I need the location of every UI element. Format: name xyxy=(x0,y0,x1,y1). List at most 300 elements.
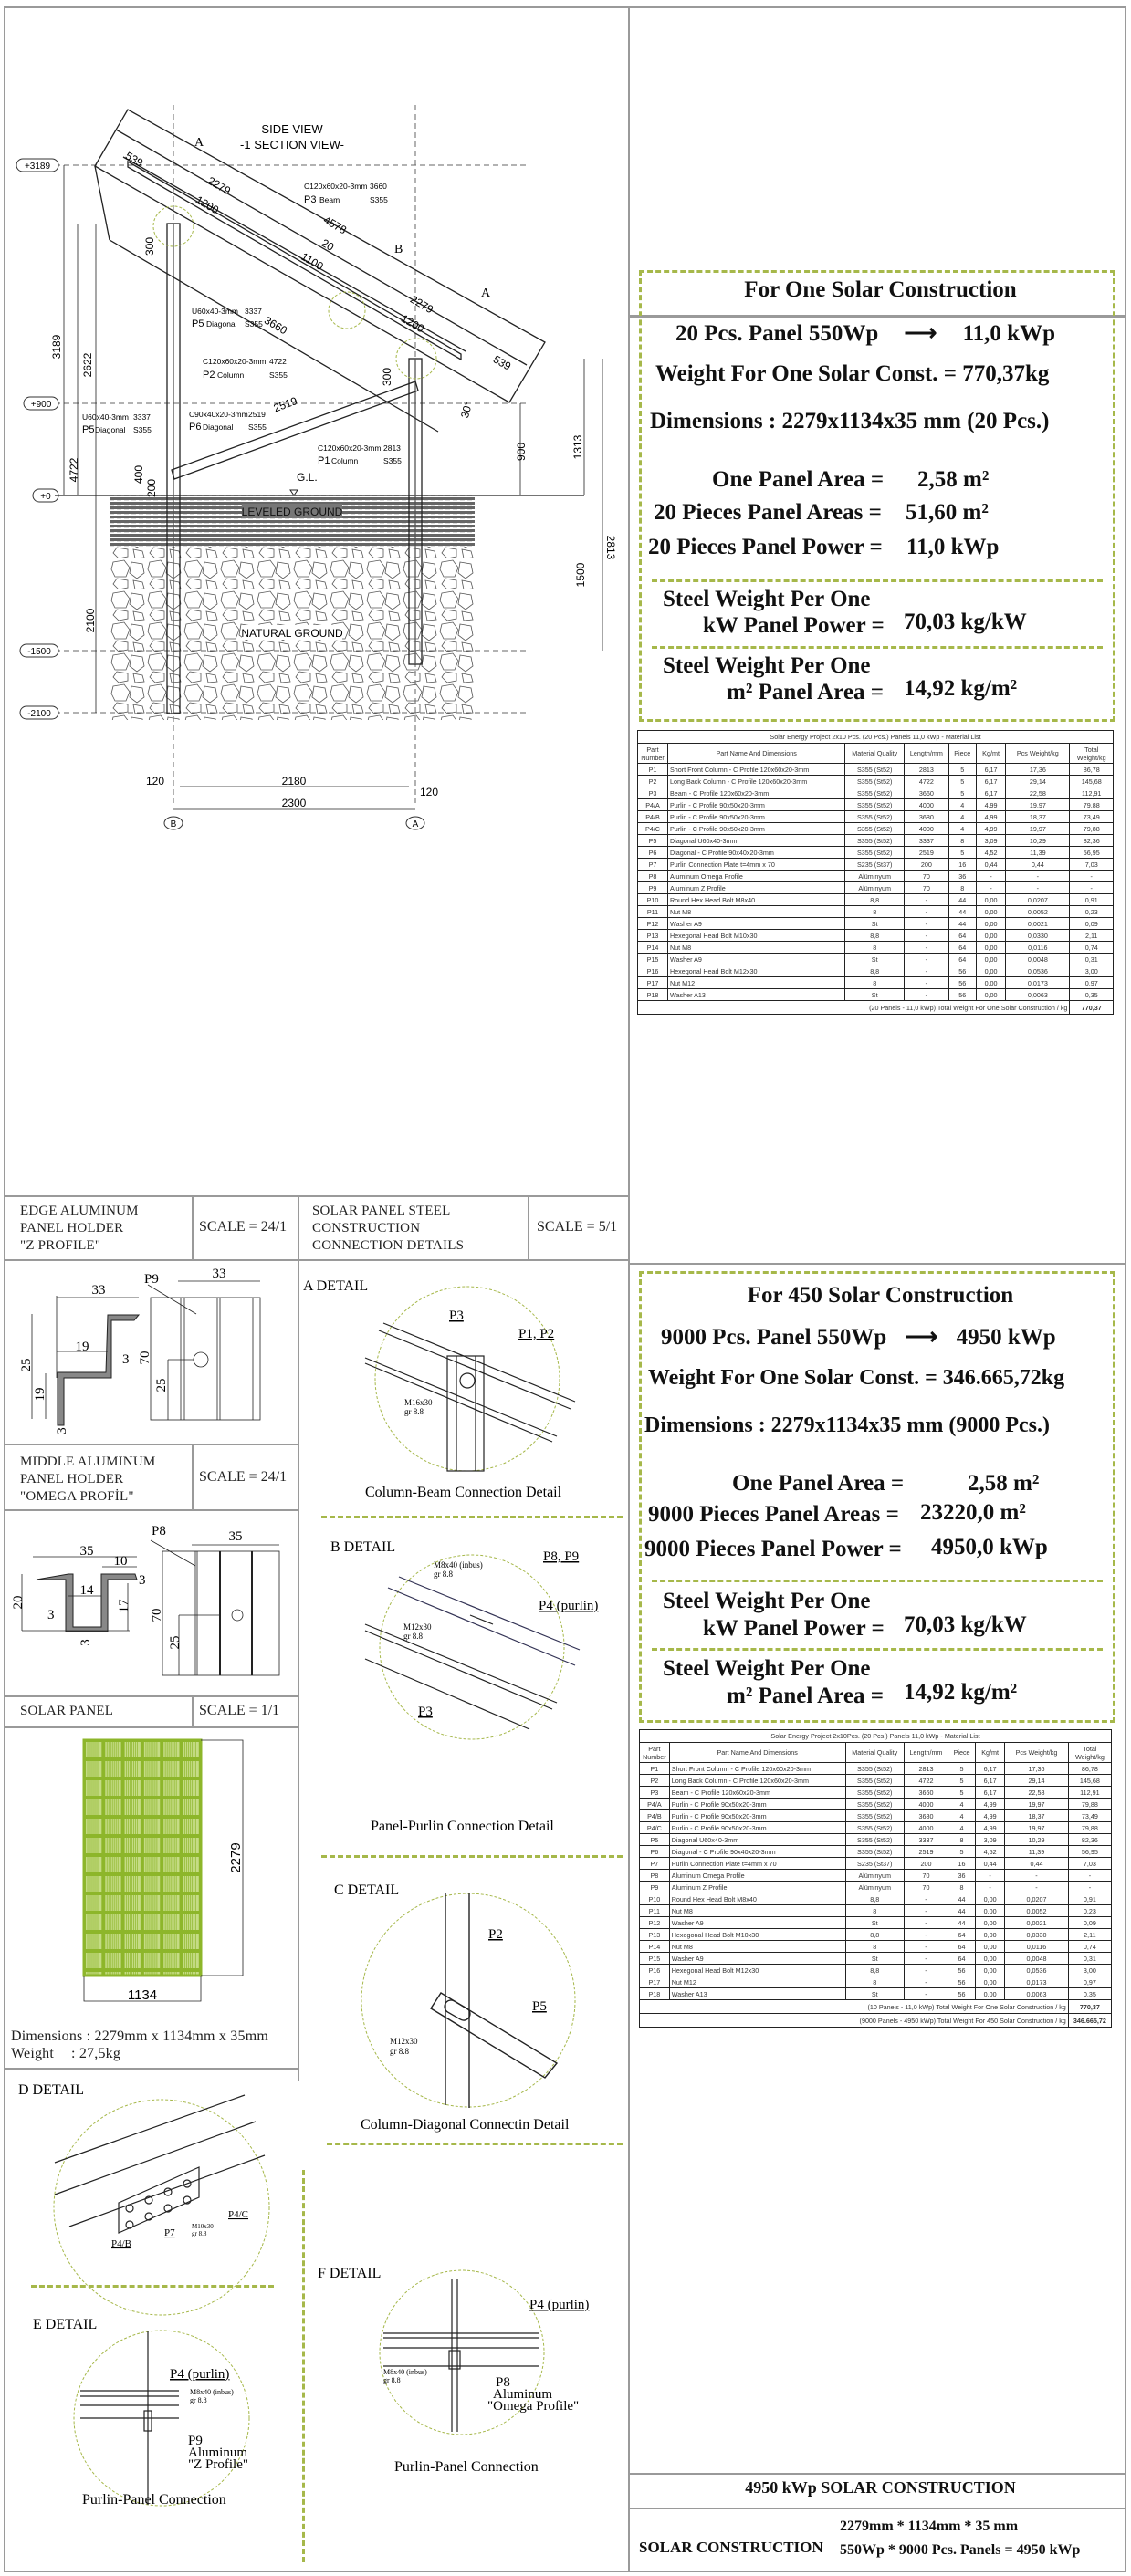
a-detail-label: A DETAIL xyxy=(303,1278,369,1294)
table-cell: S355 (St52) xyxy=(845,1822,904,1834)
title-block-main: 4950 kWp SOLAR CONSTRUCTION xyxy=(745,2478,1016,2497)
table-cell: 29,14 xyxy=(1006,776,1070,787)
table-cell: S355 (St52) xyxy=(845,799,905,811)
svg-text:M8x40 (inbus): M8x40 (inbus) xyxy=(383,2368,427,2376)
svg-text:1500: 1500 xyxy=(574,562,587,588)
svg-text:P8: P8 xyxy=(152,1524,166,1538)
table-cell: 4,52 xyxy=(976,1846,1005,1858)
table-row xyxy=(638,977,1114,989)
table-row xyxy=(640,1988,1112,2000)
table-cell: Hexegonal Head Bolt M12x30 xyxy=(669,1965,845,1976)
svg-text:35: 35 xyxy=(228,1529,243,1544)
solar-panel-title: SOLAR PANEL xyxy=(20,1704,114,1718)
table-cell: 0,00 xyxy=(976,906,1005,918)
elevation-label: -1500 xyxy=(27,647,51,657)
table-cell: Alüminyum xyxy=(845,1882,904,1893)
table-cell: 0,31 xyxy=(1070,954,1114,965)
table-cell: Washer A9 xyxy=(669,1953,845,1965)
table-cell: - xyxy=(904,1905,948,1917)
one-weight-line: Weight For One Solar Const. = 770,37kg xyxy=(655,361,1050,386)
svg-text:P1: P1 xyxy=(318,455,330,466)
table-cell: P4/A xyxy=(638,799,668,811)
table-cell: 0,00 xyxy=(976,1976,1005,1988)
svg-text:P4 (purlin): P4 (purlin) xyxy=(529,2298,590,2312)
svg-text:P4/C: P4/C xyxy=(228,2209,249,2220)
table-cell: S355 (St52) xyxy=(845,1834,904,1846)
table-cell: 16 xyxy=(948,1858,976,1870)
table-cell: Washer A9 xyxy=(669,1917,845,1929)
table-cell: 4000 xyxy=(905,799,949,811)
table-cell: 2813 xyxy=(905,764,949,776)
grid-axis-label: B xyxy=(170,819,177,829)
svg-text:30°: 30° xyxy=(458,400,476,420)
table-cell: S355 (St52) xyxy=(845,1787,904,1799)
table-cell: 0,0330 xyxy=(1006,930,1070,942)
table-cell: 0,00 xyxy=(976,1917,1005,1929)
f-detail-label: F DETAIL xyxy=(318,2266,382,2281)
table-cell: 3,09 xyxy=(976,1834,1005,1846)
f-detail-caption: Purlin-Panel Connection xyxy=(394,2459,539,2475)
table-cell: 8,8 xyxy=(845,1929,904,1941)
table-cell: 0,0116 xyxy=(1005,1941,1069,1953)
table-cell: 0,0052 xyxy=(1005,1905,1069,1917)
svg-text:300: 300 xyxy=(143,236,156,256)
table-cell: 200 xyxy=(904,1858,948,1870)
table-cell: 16 xyxy=(948,859,976,871)
table-cell: 8 xyxy=(948,882,976,894)
table-cell: St xyxy=(845,918,905,930)
table-cell: 22,58 xyxy=(1006,787,1070,799)
svg-text:120: 120 xyxy=(145,775,165,787)
svg-text:"Omega Profile": "Omega Profile" xyxy=(487,2399,580,2414)
table-cell: 8 xyxy=(948,1882,976,1893)
table-cell: 5 xyxy=(948,1846,976,1858)
table-row xyxy=(638,835,1114,847)
table-cell: 6,17 xyxy=(976,1787,1005,1799)
svg-text:2813: 2813 xyxy=(383,443,401,453)
table-cell: S355 (St52) xyxy=(845,1763,904,1775)
table-cell: Washer A13 xyxy=(667,989,844,1001)
table-cell: P4/A xyxy=(640,1799,670,1810)
table-cell: 6,17 xyxy=(976,1763,1005,1775)
one-heading: For One Solar Construction xyxy=(744,277,1017,302)
divider xyxy=(628,1263,1126,1265)
table-row xyxy=(640,1893,1112,1905)
table-cell: 44 xyxy=(948,894,976,906)
table-cell: 0,0536 xyxy=(1005,1965,1069,1976)
table-cell: S355 (St52) xyxy=(845,847,905,859)
table-cell: 4 xyxy=(948,1822,976,1834)
table-cell: P7 xyxy=(640,1858,670,1870)
svg-text:4722: 4722 xyxy=(269,357,287,366)
table-cell: 0,00 xyxy=(976,977,1005,989)
svg-text:3: 3 xyxy=(79,1639,93,1646)
svg-text:120: 120 xyxy=(419,786,439,798)
table-cell: - xyxy=(905,930,949,942)
svg-text:Beam: Beam xyxy=(319,195,340,204)
table-cell: P9 xyxy=(638,882,668,894)
table-cell: Purlin Connection Plate t=4mm x 70 xyxy=(669,1858,845,1870)
table-cell: 0,0207 xyxy=(1005,1893,1069,1905)
table-cell: 44 xyxy=(948,906,976,918)
svg-text:1313: 1313 xyxy=(571,434,584,460)
svg-text:2180: 2180 xyxy=(281,775,307,787)
svg-text:1200: 1200 xyxy=(398,311,427,336)
table-cell: 0,09 xyxy=(1070,918,1114,930)
section-mark: B xyxy=(394,243,403,256)
table-cell: Alüminyum xyxy=(845,882,905,894)
d-detail-label: D DETAIL xyxy=(18,2082,85,2098)
table-cell: Aluminum Z Profile xyxy=(667,882,844,894)
table-row xyxy=(638,799,1114,811)
table-cell: Aluminum Omega Profile xyxy=(667,871,844,882)
elevation-label: +3189 xyxy=(24,162,51,172)
table-cell: P15 xyxy=(640,1953,670,1965)
table-cell: Washer A13 xyxy=(669,1988,845,2000)
table-cell: Purlin - C Profile 90x50x20-3mm xyxy=(667,811,844,823)
steel-m2-value: 14,92 kg/m² xyxy=(904,676,1018,701)
table-row xyxy=(638,823,1114,835)
table-cell: P3 xyxy=(640,1787,670,1799)
table-cell: 4722 xyxy=(904,1775,948,1787)
table-cell: Beam - C Profile 120x60x20-3mm xyxy=(667,787,844,799)
svg-text:3337: 3337 xyxy=(133,412,151,422)
table-cell: - xyxy=(1068,1882,1111,1893)
table-cell: 8,8 xyxy=(845,965,905,977)
table-cell: S355 (St52) xyxy=(845,811,905,823)
one-panel-area-label: One Panel Area = xyxy=(732,1471,905,1496)
arrow-icon: ⟶ xyxy=(905,1325,938,1350)
svg-text:gr 8.8: gr 8.8 xyxy=(404,1407,424,1416)
table-cell: 8,8 xyxy=(845,1965,904,1976)
table-cell: 0,0330 xyxy=(1005,1929,1069,1941)
table-cell: 2813 xyxy=(904,1763,948,1775)
table-cell: P10 xyxy=(638,894,668,906)
table-cell: 0,00 xyxy=(976,1941,1005,1953)
table-cell: P2 xyxy=(638,776,668,787)
table-row xyxy=(638,918,1114,930)
table-cell: 56 xyxy=(948,965,976,977)
table-cell: 0,0048 xyxy=(1006,954,1070,965)
table-cell: 3660 xyxy=(904,1787,948,1799)
table-row xyxy=(638,787,1114,799)
connection-details-title: SOLAR PANEL STEEL CONSTRUCTION CONNECTION DETAILS xyxy=(312,1204,465,1253)
table-cell: P4/B xyxy=(640,1810,670,1822)
svg-text:P4 (purlin): P4 (purlin) xyxy=(170,2367,230,2382)
table-cell: 5 xyxy=(948,764,976,776)
table-cell: 112,91 xyxy=(1068,1787,1111,1799)
table-cell: 19,97 xyxy=(1005,1799,1069,1810)
svg-text:P8: P8 xyxy=(496,2375,510,2390)
table-cell: 64 xyxy=(948,1953,976,1965)
table-cell: Purlin - C Profile 90x50x20-3mm xyxy=(669,1799,845,1810)
table-cell: 0,0063 xyxy=(1006,989,1070,1001)
svg-text:2300: 2300 xyxy=(281,797,307,809)
table-cell: 0,0116 xyxy=(1006,942,1070,954)
table-row xyxy=(640,1929,1112,1941)
table-cell: 0,74 xyxy=(1068,1941,1111,1953)
table-cell: - xyxy=(1006,882,1070,894)
section-mark: A xyxy=(481,287,491,300)
table-cell: - xyxy=(904,1941,948,1953)
b-detail-label: B DETAIL xyxy=(330,1539,396,1555)
table-cell: S235 (St37) xyxy=(845,1858,904,1870)
svg-text:P2: P2 xyxy=(488,1927,503,1942)
table-cell: P6 xyxy=(638,847,668,859)
table-cell: - xyxy=(1005,1882,1069,1893)
table-row xyxy=(640,1953,1112,1965)
table-row xyxy=(640,1834,1112,1846)
svg-text:2279: 2279 xyxy=(204,173,234,198)
steel-m2-label: Steel Weight Per One xyxy=(663,653,871,678)
leveled-ground xyxy=(110,495,475,547)
svg-text:S355: S355 xyxy=(383,456,402,465)
table-row xyxy=(638,894,1114,906)
table-cell: - xyxy=(1006,871,1070,882)
panel-areas-value: 51,60 m² xyxy=(906,500,989,525)
table-row xyxy=(640,1858,1112,1870)
one-panel-area-value: 2,58 m² xyxy=(968,1471,1040,1496)
table-cell: - xyxy=(904,1893,948,1905)
section-mark: A xyxy=(194,136,204,150)
omega-profile-scale: SCALE = 24/1 xyxy=(199,1469,288,1485)
elevation-label: -2100 xyxy=(27,709,51,719)
svg-text:17: 17 xyxy=(117,1599,131,1613)
table-cell: Hexegonal Head Bolt M10x30 xyxy=(669,1929,845,1941)
svg-text:35: 35 xyxy=(79,1544,94,1559)
table-cell: 0,00 xyxy=(976,954,1005,965)
svg-text:gr 8.8: gr 8.8 xyxy=(190,2396,207,2404)
svg-text:Aluminum: Aluminum xyxy=(188,2446,248,2460)
svg-text:900: 900 xyxy=(515,442,528,462)
table-cell: - xyxy=(905,906,949,918)
table-cell: 5 xyxy=(948,1763,976,1775)
title-block-left: SOLAR CONSTRUCTION xyxy=(639,2539,823,2556)
many-dimensions-line: Dimensions : 2279x1134x35 mm (9000 Pcs.) xyxy=(644,1413,1050,1437)
table-cell: St xyxy=(845,954,905,965)
table-cell: Washer A9 xyxy=(667,954,844,965)
table-cell: 0,00 xyxy=(976,930,1005,942)
table-cell: 4 xyxy=(948,799,976,811)
table-row xyxy=(638,989,1114,1001)
solar-panel-scale: SCALE = 1/1 xyxy=(199,1703,280,1718)
table-cell: 4 xyxy=(948,1799,976,1810)
panel-power-label: 9000 Pieces Panel Power = xyxy=(644,1537,902,1561)
svg-text:P9: P9 xyxy=(188,2434,203,2448)
table-cell: 4,52 xyxy=(976,847,1005,859)
table-cell: 82,36 xyxy=(1068,1834,1111,1846)
svg-text:25: 25 xyxy=(154,1378,169,1392)
table-cell: P17 xyxy=(638,977,668,989)
one-dimensions-line: Dimensions : 2279x1134x35 mm (20 Pcs.) xyxy=(650,409,1050,433)
one-panel-area-label: One Panel Area = xyxy=(712,467,885,492)
table-cell: P5 xyxy=(638,835,668,847)
table-row xyxy=(638,882,1114,894)
svg-text:gr 8.8: gr 8.8 xyxy=(192,2230,207,2237)
table-cell: S355 (St52) xyxy=(845,1799,904,1810)
table-cell: 0,97 xyxy=(1068,1976,1111,1988)
table-row xyxy=(638,776,1114,787)
table-cell: 112,91 xyxy=(1070,787,1114,799)
table-cell: 8 xyxy=(845,1941,904,1953)
panel-power-value: 11,0 kWp xyxy=(906,535,1000,559)
table-cell: 3,00 xyxy=(1068,1965,1111,1976)
table-cell: - xyxy=(905,918,949,930)
svg-text:70: 70 xyxy=(138,1351,152,1365)
table-cell: Purlin - C Profile 90x50x20-3mm xyxy=(667,799,844,811)
table-cell: P2 xyxy=(640,1775,670,1787)
table-cell: S355 (St52) xyxy=(845,823,905,835)
svg-text:Aluminum: Aluminum xyxy=(493,2387,553,2402)
table-row xyxy=(638,764,1114,776)
table-cell: 3337 xyxy=(905,835,949,847)
svg-text:19: 19 xyxy=(33,1387,47,1402)
table-cell: Aluminum Omega Profile xyxy=(669,1870,845,1882)
svg-text:4722: 4722 xyxy=(68,457,80,483)
svg-text:M12x30: M12x30 xyxy=(390,2037,418,2046)
svg-text:P3: P3 xyxy=(418,1705,433,1719)
table-cell: St xyxy=(845,1988,904,2000)
table-cell: 0,44 xyxy=(976,1858,1005,1870)
svg-text:2279: 2279 xyxy=(407,292,436,317)
table-cell: P12 xyxy=(640,1917,670,1929)
table-caption: Solar Energy Project 2x10Pcs. (20 Pcs.) Panels 11,0 kWp - Material List xyxy=(640,1730,1112,1743)
table-row xyxy=(638,847,1114,859)
table-cell: 4000 xyxy=(904,1799,948,1810)
svg-text:P3: P3 xyxy=(449,1309,464,1323)
svg-text:200: 200 xyxy=(145,478,158,498)
svg-text:20: 20 xyxy=(11,1595,26,1610)
table-cell: S355 (St52) xyxy=(845,776,905,787)
table-cell: P4/C xyxy=(638,823,668,835)
svg-text:P4 (purlin): P4 (purlin) xyxy=(539,1599,599,1613)
table-cell: 44 xyxy=(948,1917,976,1929)
svg-text:70: 70 xyxy=(150,1608,164,1622)
table-row xyxy=(640,1905,1112,1917)
table-cell: 2,11 xyxy=(1068,1929,1111,1941)
table-cell: 8,8 xyxy=(845,930,905,942)
table-cell: 6,17 xyxy=(976,764,1005,776)
svg-text:gr 8.8: gr 8.8 xyxy=(403,1632,423,1641)
svg-text:S355: S355 xyxy=(245,319,263,329)
table-cell: 4,99 xyxy=(976,1799,1005,1810)
table-cell: P11 xyxy=(638,906,668,918)
table-cell: Round Hex Head Bolt M8x40 xyxy=(669,1893,845,1905)
table-cell: S355 (St52) xyxy=(845,787,905,799)
table-row xyxy=(638,965,1114,977)
table-row xyxy=(638,859,1114,871)
svg-text:Diagonal: Diagonal xyxy=(206,319,237,329)
svg-text:14: 14 xyxy=(79,1583,94,1598)
table-cell: 73,49 xyxy=(1070,811,1114,823)
table-cell: Hexegonal Head Bolt M10x30 xyxy=(667,930,844,942)
table-cell: 70 xyxy=(905,871,949,882)
table-cell: P17 xyxy=(640,1976,670,1988)
table-cell: 145,68 xyxy=(1070,776,1114,787)
panel-power-label: 20 Pieces Panel Power = xyxy=(648,535,883,559)
table-cell: 64 xyxy=(948,1941,976,1953)
svg-text:P6: P6 xyxy=(189,422,202,433)
steel-kw-label: kW Panel Power = xyxy=(703,613,885,638)
table-cell: - xyxy=(904,1988,948,2000)
table-cell: 17,36 xyxy=(1006,764,1070,776)
table-cell: Hexegonal Head Bolt M12x30 xyxy=(667,965,844,977)
one-panel-area-value: 2,58 m² xyxy=(917,467,990,492)
table-cell: Diagonal U60x40-3mm xyxy=(667,835,844,847)
table-cell: S355 (St52) xyxy=(845,1810,904,1822)
table-cell: - xyxy=(905,977,949,989)
table-row xyxy=(640,1799,1112,1810)
table-cell: Diagonal U60x40-3mm xyxy=(669,1834,845,1846)
table-cell: 0,0173 xyxy=(1006,977,1070,989)
table-cell: 4,99 xyxy=(976,811,1005,823)
table-cell: 0,0048 xyxy=(1005,1953,1069,1965)
one-panels-line: 20 Pcs. Panel 550Wp ⟶ 11,0 kWp xyxy=(675,321,1055,346)
svg-text:gr 8.8: gr 8.8 xyxy=(434,1570,453,1579)
table-cell: 18,37 xyxy=(1006,811,1070,823)
table-cell: 6,17 xyxy=(976,787,1005,799)
table-cell: 64 xyxy=(948,1929,976,1941)
table-cell: 8 xyxy=(845,1976,904,1988)
table-cell: 0,0052 xyxy=(1006,906,1070,918)
table-row xyxy=(640,1917,1112,1929)
table-row xyxy=(640,1941,1112,1953)
table-cell: S355 (St52) xyxy=(845,835,905,847)
table-cell: S355 (St52) xyxy=(845,1846,904,1858)
table-row xyxy=(638,811,1114,823)
svg-text:M12x30: M12x30 xyxy=(403,1622,432,1632)
table-cell: 0,91 xyxy=(1070,894,1114,906)
table-cell: - xyxy=(905,989,949,1001)
table-cell: Diagonal - C Profile 90x40x20-3mm xyxy=(669,1846,845,1858)
svg-text:2100: 2100 xyxy=(84,608,97,633)
svg-text:gr 8.8: gr 8.8 xyxy=(383,2376,401,2384)
table-cell: S355 (St52) xyxy=(845,1775,904,1787)
table-cell: 56,95 xyxy=(1070,847,1114,859)
table-cell: 79,88 xyxy=(1070,823,1114,835)
table-cell: 86,78 xyxy=(1070,764,1114,776)
table-cell: 2,11 xyxy=(1070,930,1114,942)
svg-text:33: 33 xyxy=(212,1267,226,1281)
side-view-drawing xyxy=(5,55,625,830)
svg-text:400: 400 xyxy=(132,464,145,485)
table-cell: S235 (St37) xyxy=(845,859,905,871)
side-view-subtitle: -1 SECTION VIEW- xyxy=(240,138,344,151)
table-cell: 0,0021 xyxy=(1005,1917,1069,1929)
table-cell: - xyxy=(1068,1870,1111,1882)
natural-ground-label: NATURAL GROUND xyxy=(241,627,343,640)
table-cell: 8 xyxy=(845,942,905,954)
connection-details-scale: SCALE = 5/1 xyxy=(537,1219,618,1235)
table-cell: P16 xyxy=(638,965,668,977)
table-cell: 19,97 xyxy=(1006,823,1070,835)
table-cell: 0,23 xyxy=(1068,1905,1111,1917)
table-cell: Alüminyum xyxy=(845,871,905,882)
many-panels-line: 9000 Pcs. Panel 550Wp ⟶ 4950 kWp xyxy=(661,1325,1056,1350)
table-cell: 64 xyxy=(948,954,976,965)
steel-kw-label: kW Panel Power = xyxy=(703,1616,885,1641)
table-cell: 36 xyxy=(948,871,976,882)
table-cell: 64 xyxy=(948,930,976,942)
table-cell: 44 xyxy=(948,1905,976,1917)
table-cell: 86,78 xyxy=(1068,1763,1111,1775)
panel-areas-value: 23220,0 m² xyxy=(920,1500,1026,1525)
table-cell: Purlin - C Profile 90x50x20-3mm xyxy=(669,1810,845,1822)
c-detail-caption: Column-Diagonal Connectin Detail xyxy=(361,2117,570,2133)
many-heading: For 450 Solar Construction xyxy=(747,1283,1014,1308)
table-row xyxy=(640,1965,1112,1976)
table-cell: P8 xyxy=(638,871,668,882)
